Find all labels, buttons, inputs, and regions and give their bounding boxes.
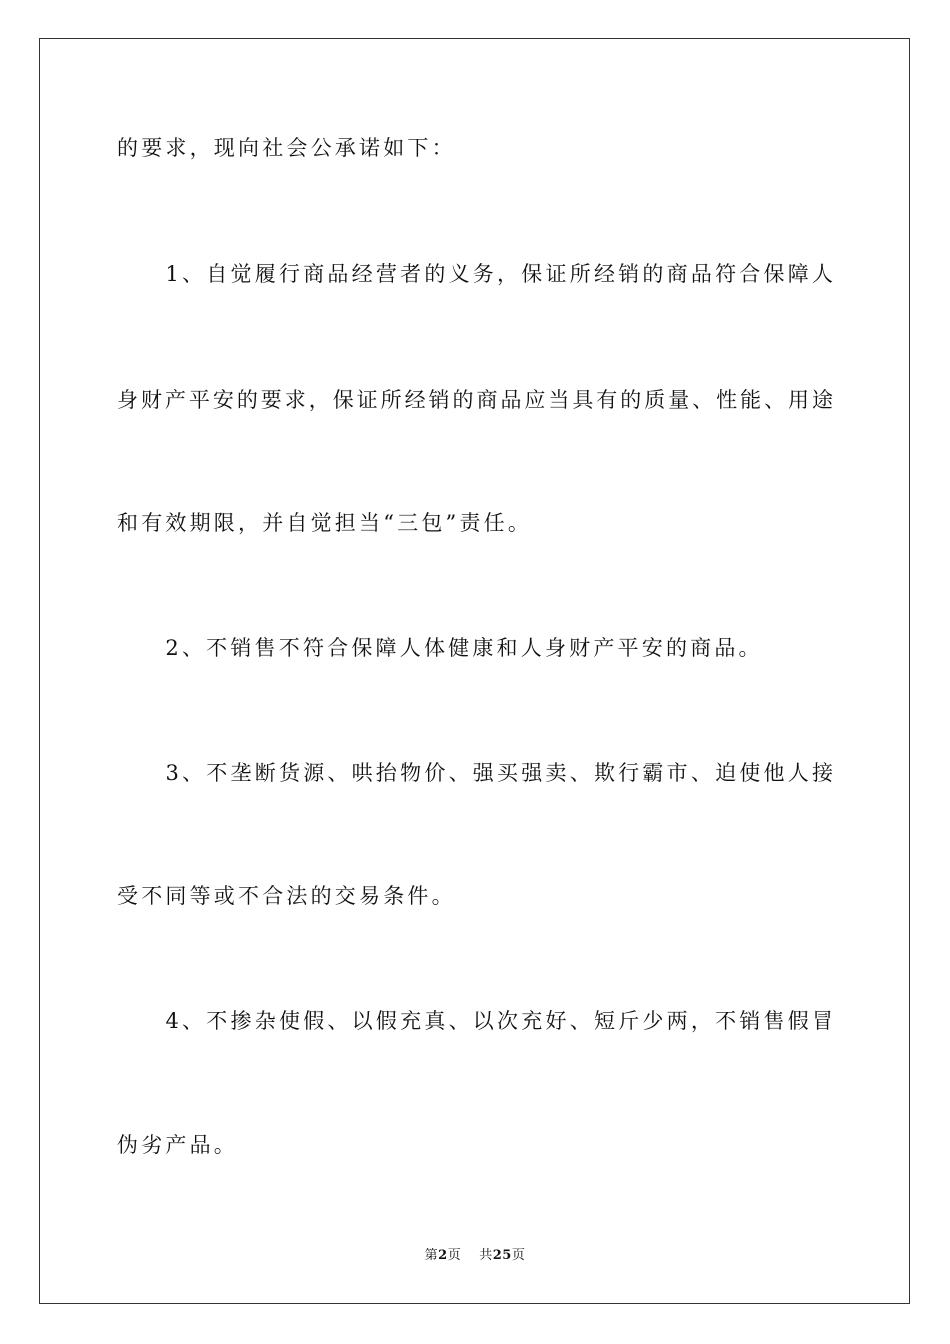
text-line-1: 的要求，现向社会公承诺如下： [117, 136, 456, 160]
text-line-4: 和有效期限，并自觉担当“三包”责任。 [117, 511, 533, 535]
text-line-5: 2、不销售不符合保障人体健康和人身财产平安的商品。 [117, 636, 763, 660]
page-suffix: 页 [447, 1248, 462, 1263]
text-line-3: 身财产平安的要求，保证所经销的商品应当具有的质量、性能、用途 [117, 388, 833, 412]
text-line-6: 3、不垄断货源、哄抬物价、强买强卖、欺行霸市、迫使他人接 [117, 761, 833, 785]
text-line-2: 1、自觉履行商品经营者的义务，保证所经销的商品符合保障人 [117, 262, 833, 286]
page-border [39, 38, 910, 1304]
page-total: 25 [492, 1248, 512, 1263]
page-current: 2 [438, 1248, 448, 1263]
page-prefix: 第 [424, 1248, 439, 1263]
page-footer [0, 1247, 950, 1265]
text-line-8: 4、不掺杂使假、以假充真、以次充好、短斤少两，不销售假冒 [117, 1009, 833, 1033]
total-suffix: 页 [511, 1248, 526, 1263]
total-prefix: 共 [479, 1248, 493, 1263]
text-line-7: 受不同等或不合法的交易条件。 [117, 884, 456, 908]
text-line-9: 伪劣产品。 [117, 1133, 238, 1157]
